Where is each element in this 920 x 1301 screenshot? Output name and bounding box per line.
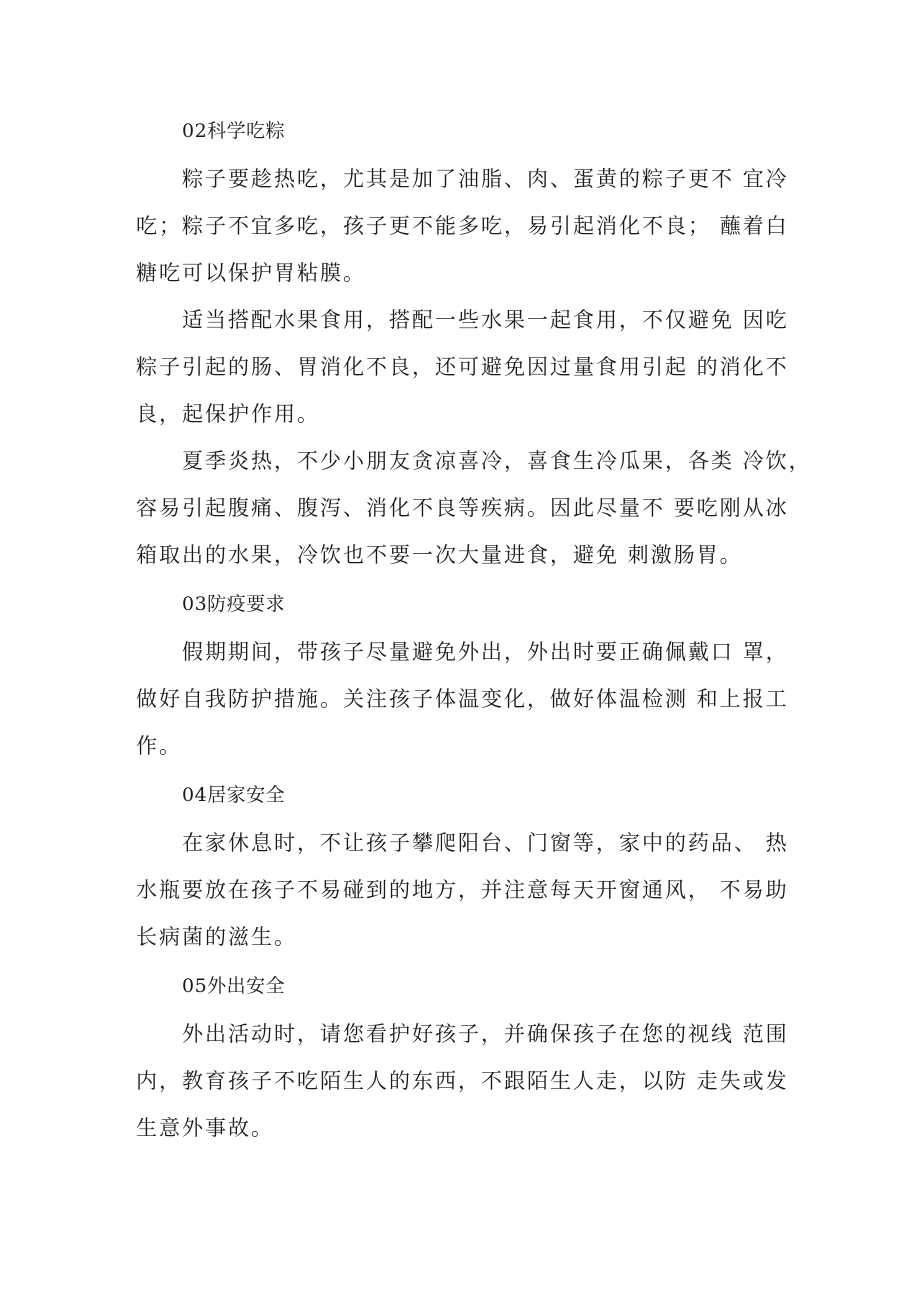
paragraph-fruit — [136, 297, 796, 438]
paragraph-line: 吃；粽子不宜多吃，孩子更不能多吃，易引起消化不良； 蘸着白 — [136, 214, 789, 238]
section-heading-outdoor-safety: 05外出安全 — [182, 975, 286, 997]
paragraph-line: 容易引起腹痛、腹泻、消化不良等疾病。因此尽量不 要吃刚从冰 — [136, 496, 789, 520]
paragraph-line: 糖吃可以保护胃粘膜。 — [136, 261, 366, 285]
paragraph-line: 外出活动时，请您看护好孩子，并确保孩子在您的视线 范围 — [182, 1022, 789, 1046]
paragraph-line: 生意外事故。 — [136, 1116, 274, 1140]
paragraph-line: 粽子引起的肠、胃消化不良，还可避免因过量食用引起 的消化不 — [136, 355, 789, 379]
paragraph-line: 良，起保护作用。 — [136, 402, 320, 426]
paragraph-zongzi-hot — [136, 156, 796, 297]
paragraph-line: 在家休息时，不让孩子攀爬阳台、门窗等，家中的药品、 热 — [182, 831, 789, 855]
document-page — [136, 106, 812, 1152]
paragraph-line: 夏季炎热，不少小朋友贪凉喜冷，喜食生冷瓜果，各类 冷饮， — [182, 449, 812, 473]
paragraph-line: 水瓶要放在孩子不易碰到的地方，并注意每天开窗通风， 不易助 — [136, 878, 789, 902]
paragraph-line: 内，教育孩子不吃陌生人的东西，不跟陌生人走，以防 走失或发 — [136, 1069, 789, 1093]
paragraph-outdoor-safety — [136, 1011, 796, 1152]
paragraph-summer-cold — [136, 438, 812, 579]
paragraph-home-safety — [136, 820, 796, 961]
paragraph-line: 作。 — [136, 734, 182, 758]
paragraph-line: 假期期间，带孩子尽量避免外出，外出时要正确佩戴口 罩， — [182, 640, 789, 664]
paragraph-line: 长病菌的滋生。 — [136, 925, 297, 949]
section-heading-home-safety: 04居家安全 — [182, 784, 286, 806]
paragraph-line: 适当搭配水果食用，搭配一些水果一起食用，不仅避免 因吃 — [182, 308, 789, 332]
paragraph-line: 粽子要趁热吃，尤其是加了油脂、肉、蛋黄的粽子更不 宜冷 — [182, 167, 789, 191]
section-heading-diet: 02科学吃粽 — [182, 120, 286, 142]
paragraph-line: 箱取出的水果，冷饮也不要一次大量进食，避免 刺激肠胃。 — [136, 543, 743, 567]
paragraph-epidemic — [136, 629, 796, 770]
section-heading-epidemic: 03防疫要求 — [182, 593, 286, 615]
paragraph-line: 做好自我防护措施。关注孩子体温变化，做好体温检测 和上报工 — [136, 687, 789, 711]
